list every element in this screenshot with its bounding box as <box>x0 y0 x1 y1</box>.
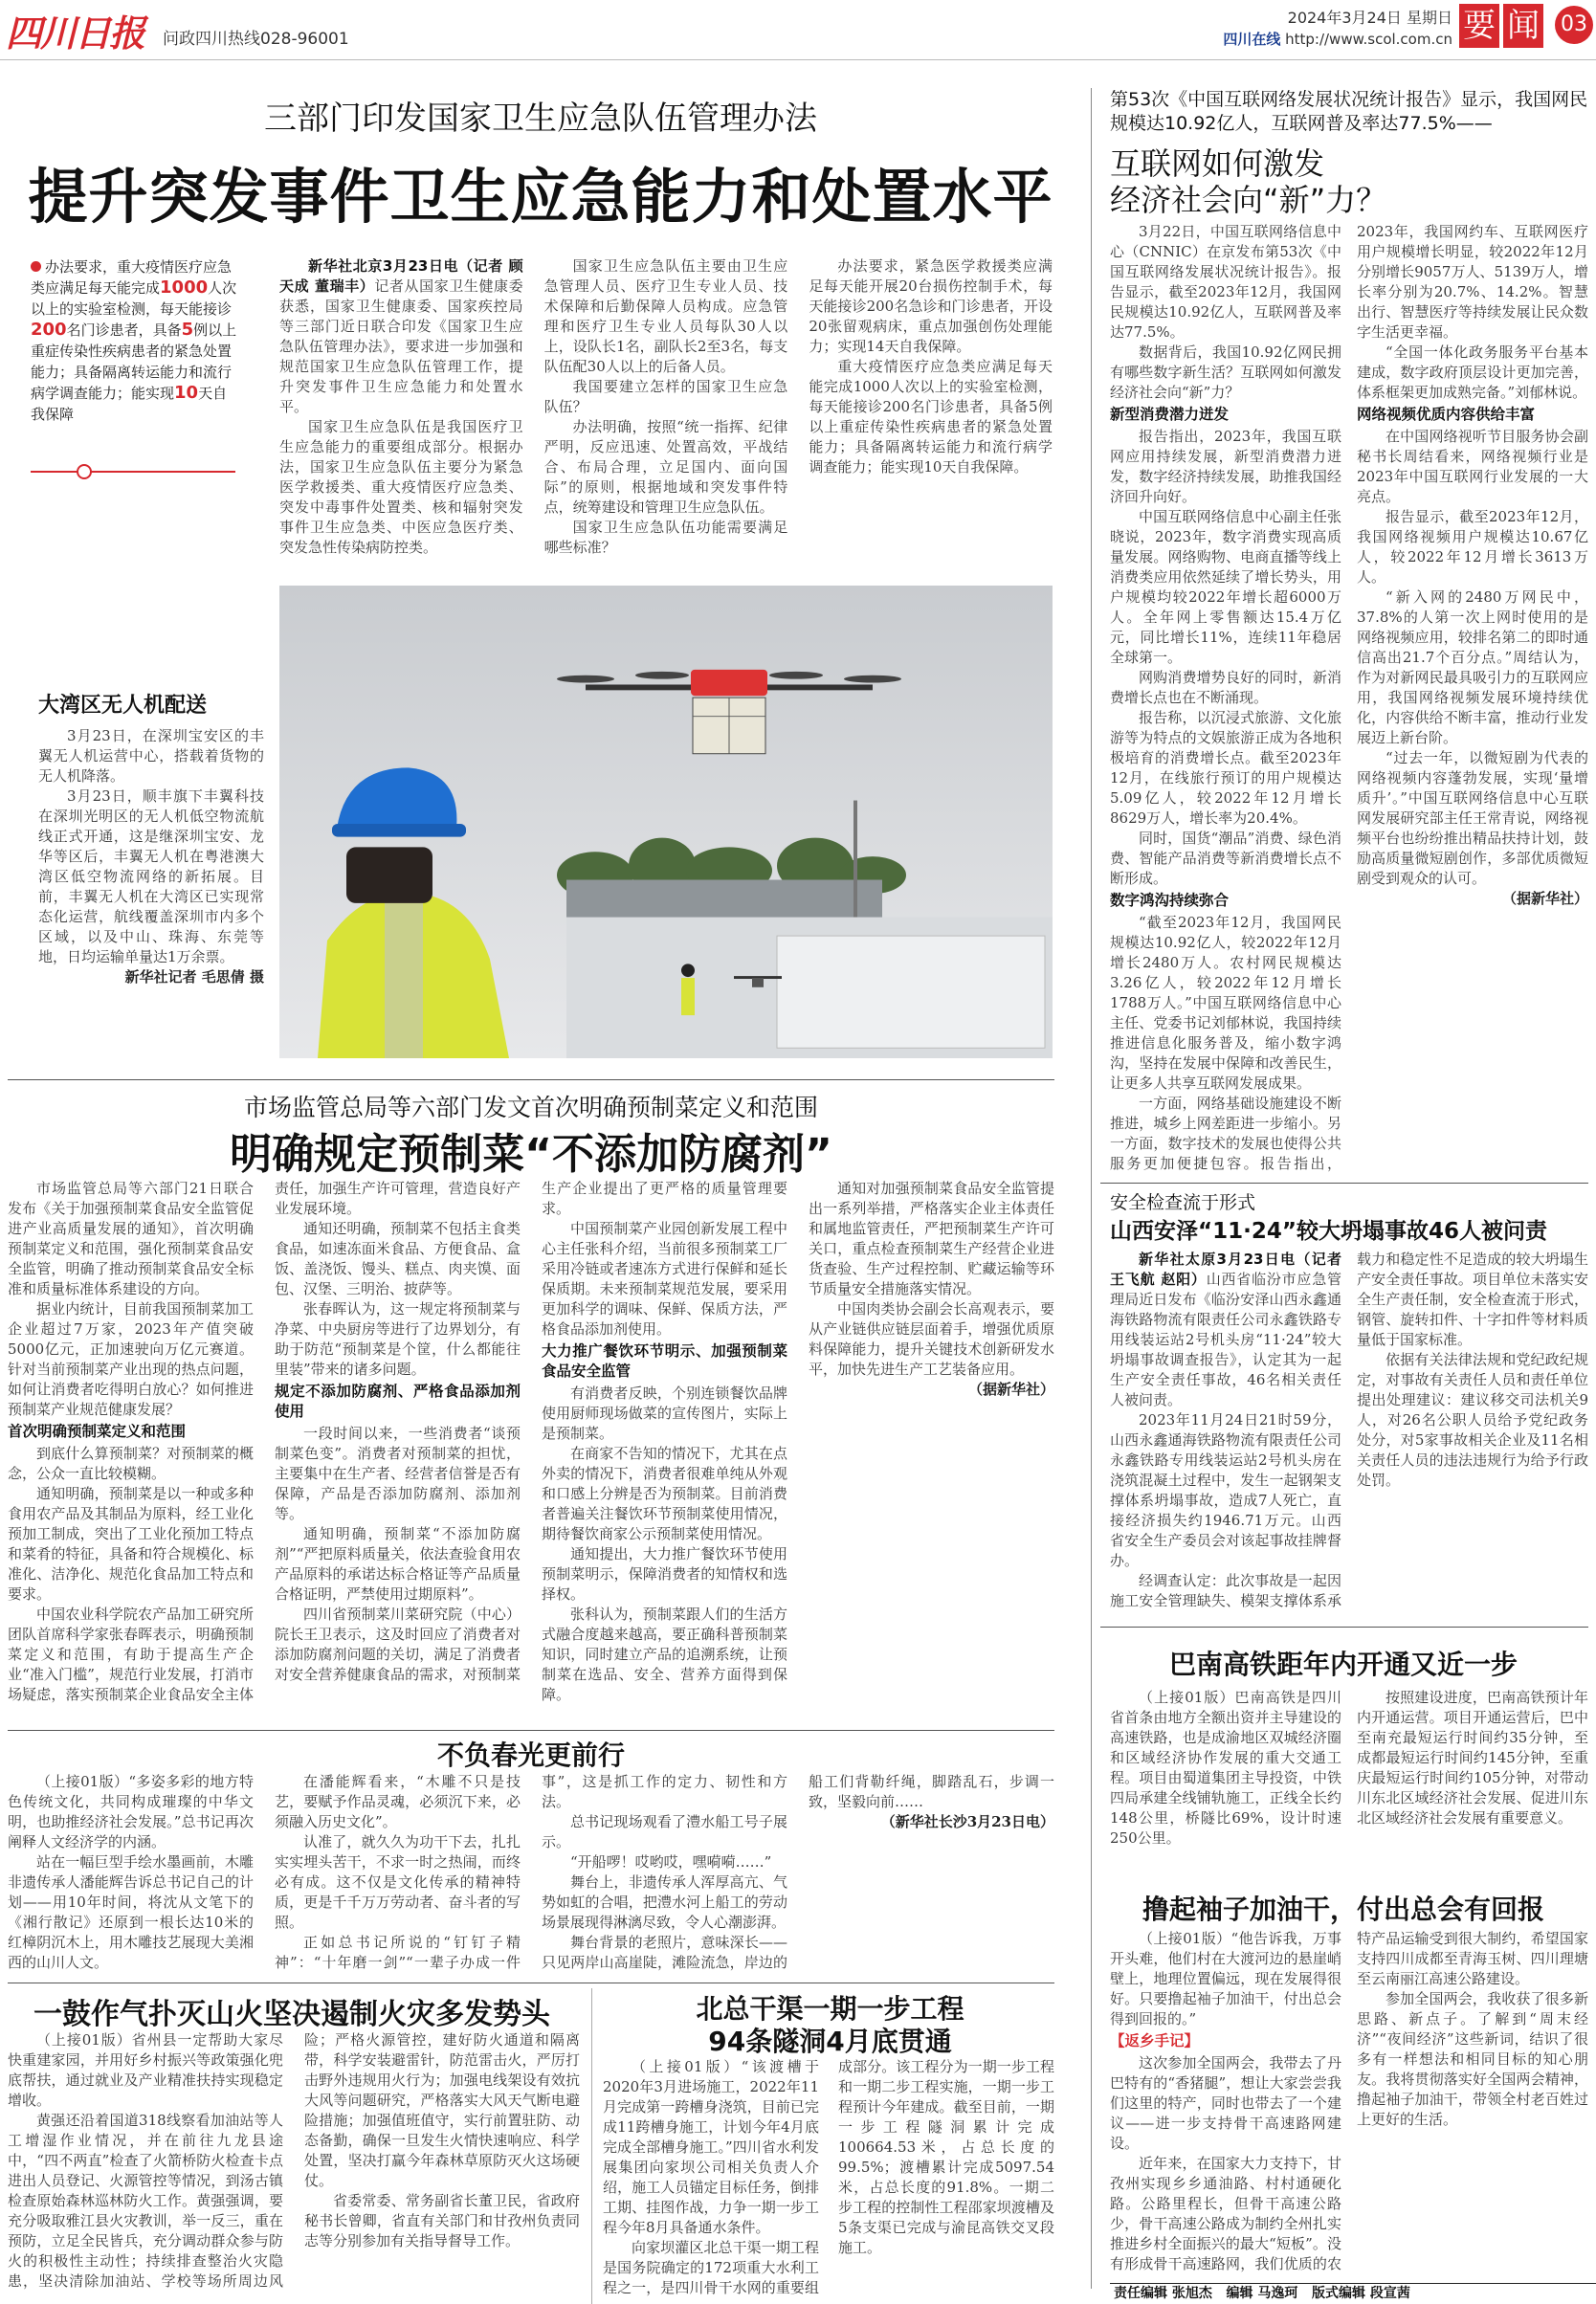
paragraph: 省委常委、常务副省长董卫民，省政府秘书长曾卿，省直有关部门和甘孜州负责同志等分别参加有关指导督导工作。 <box>304 2192 580 2249</box>
a3-headline: 不负春光更前行 <box>436 1739 625 1771</box>
a9-headline: 撸起袖子加油干，付出总会有回报 <box>1142 1894 1544 1925</box>
paragraph: 3月22日，中国互联网络信息中心（CNNIC）在京发布第53次《中国互联网络发展状况统计报告》。报告显示，截至2023年12月，我国网民规模达10.92亿人，互联网普及率达77.5%。 <box>1110 223 1341 341</box>
site-url[interactable]: http://www.scol.com.cn <box>1285 31 1452 48</box>
drone-delivery-photo <box>279 586 1053 1058</box>
column-divider <box>1091 88 1092 2289</box>
a6-intro: 第53次《中国互联网络发展状况统计报告》显示，我国网民规模达10.92亿人，互联网普及率达77.5%—— <box>1110 89 1588 134</box>
hotline: 问政四川热线028-96001 <box>163 30 349 49</box>
paragraph: 中国互联网络信息中心副主任张晓说，2023年，数字消费实现高质量发展。网络购物、电商直播等线上消费类应用依然延续了增长势头，用户规模均较2022年增长超6000万人。全年网上零售额达15.4万亿元，同比增长11%，连续11年稳居全球第一。 <box>1110 508 1341 666</box>
paragraph: 到底什么算预制菜？对预制菜的概念，公众一直比较模糊。 <box>8 1445 254 1482</box>
section-rule <box>8 1079 1054 1080</box>
summary-figure: 10 <box>174 383 199 403</box>
photo-caption-title: 大湾区无人机配送 <box>38 694 208 718</box>
worker-background <box>681 964 695 1015</box>
a8-headline: 巴南高铁距年内开通又近一步 <box>1168 1649 1518 1680</box>
paragraph: “全国一体化政务服务平台基本建成，数字政府顶层设计更加完善，体系框架更加成熟完备。”刘郁林说。 <box>1357 343 1588 401</box>
photo-caption <box>38 689 264 987</box>
paragraph: 山西省临汾市应急管理局近日发布《临汾安泽山西永鑫通海铁路物流有限责任公司永鑫铁路专用线装运站2号机头房“11·24”较大坍塌事故调查报告》，认定其为一起生产安全责任事故，46名相关责任人被问责。 <box>1110 1271 1341 1408</box>
paragraph: “开船啰！哎哟哎，嘿嗬嗬……” <box>570 1853 772 1871</box>
section-rule <box>1100 1183 1588 1184</box>
paragraph: 正如总书记所说的“钉钉子精神”：“十年磨一剑”“一辈子办成一件事”，这是抓工作的定力、韧性和方法。 <box>275 1773 787 1971</box>
paragraph: （上接01版）“他告诉我，万事开头难，他们村在大渡河边的悬崖峭壁上，地理位置偏远，现在发展得很好。只要撸起袖子加油干，付出总会得到回报的。” <box>1110 1930 1341 2027</box>
subheading: 数字鸿沟持续弥合 <box>1110 892 1230 909</box>
subheading: 规定不添加防腐剂、严格食品添加剂使用 <box>275 1383 521 1420</box>
a1-dateline: 新华社北京3月23日电（记者 顾天成 董瑞丰） <box>279 257 523 295</box>
a4-body <box>8 2030 580 2304</box>
paragraph: 通知明确，预制菜“不添加防腐剂”“严把原料质量关，依法查验食用农产品原料的承诺达标合格证等产品质量合格证明，严禁使用过期原料”。 <box>275 1525 521 1603</box>
summary-text: 例以上重症传染性疾病患者的紧急处置能力；具备隔离转运能力和流行病学调查能力；能实现 <box>31 321 237 402</box>
paragraph: 舞台上，非遗传承人浑厚高亢、气势如虹的合唱，把澧水河上船工的劳动场景展现得淋漓尽致，令人心潮澎湃。 <box>542 1873 787 1931</box>
paragraph: 舞台背景的老照片，意味深长——只见两岸山高崖陡，滩险流急，岸边的船工们背勒纤绳，脚踏乱石，步调一致，坚毅向前…… <box>542 1773 1054 1971</box>
summary-figure: 5 <box>181 320 194 340</box>
summary-figure: 1000 <box>160 277 209 298</box>
summary-rule-dot <box>77 464 92 479</box>
section-rule <box>1100 1627 1588 1628</box>
copy-editor: 编辑 马逸珂 <box>1226 2286 1298 2301</box>
subheading: 新型消费潜力迸发 <box>1110 406 1230 423</box>
paragraph: 通知明确，预制菜是以一种或多种食用农产品及其制品为原料，经工业化预加工制成，突出了工业化预加工特点和菜肴的特征，具备和符合规模化、标准化、洁净化、规范化食品加工特点和要求。 <box>8 1485 254 1603</box>
paragraph: 站在一幅巨型手绘水墨画前，木雕非遗传承人潘能辉告诉总书记自己的计划——用10年时间，将沈从文笔下的《湘行散记》还原到一根长达10米的红樟阴沉木上，用木雕技艺展现大美湘西的山川人文。 <box>8 1853 254 1971</box>
paragraph: 办法明确，按照“统一指挥、纪律严明，反应迅速、处置高效，平战结合、布局合理，立足国内、面向国际”的原则，根据地域和突发事件特点，统筹建设和管理卫生应急队伍。 <box>543 418 788 516</box>
paragraph: 2023年11月24日21时59分，山西永鑫通海铁路物流有限责任公司永鑫铁路专用线装运站2号机头房在浇筑混凝土过程中，发生一起钢架支撑体系坍塌事故，造成7人死亡，直接经济损失约1946.71万元。山西省安全生产委员会对该起事故挂牌督办。 <box>1110 1411 1341 1569</box>
summary-figure: 200 <box>31 320 67 340</box>
paragraph: 报告显示，截至2023年12月，我国网络视频用户规模达10.67亿人，较2022年12月增长3613万人。 <box>1357 508 1588 586</box>
paragraph: 通知对加强预制菜食品安全监管提出一系列举措，严格落实企业主体责任和属地监管责任，严把预制菜生产许可关口，重点检查预制菜生产经营企业进货查验、生产过程控制、贮藏运输等环节质量安全措施落实情况。 <box>809 1180 1054 1297</box>
paragraph: 这次参加全国两会，我带去了丹巴特有的“香猪腿”，想让大家尝尝我们这里的特产，同时也带去了一个建议——进一步支持骨干高速路网建设。 <box>1110 2054 1341 2152</box>
editor: 责任编辑 张旭杰 <box>1114 2286 1212 2301</box>
paragraph: 办法要求，紧急医学救援类应满足每天能开展20台损伤控制手术，每天能接诊200名急诊和门诊患者，开设20张留观病床，重点加强创伤处理能力；实现14天自我保障。 <box>809 257 1053 355</box>
paragraph: 国家卫生应急队伍功能需要满足哪些标准？ <box>543 519 788 556</box>
paragraph: “截至2023年12月，我国网民规模达10.92亿人，较2022年12月增长2480万人。农村网民规模达3.26亿人，较2022年12月增长1788万人。”中国互联网络信息中心主任、党委书记刘郁林说，我国持续推进信息化服务普及，缩小数字鸿沟，坚持在发展中保障和改善民生，让更多人共享互联网发展成果。 <box>1110 914 1341 1092</box>
paragraph: 同时，国货“潮品”消费、绿色消费、智能产品消费等新消费增长点不断形成。 <box>1110 830 1341 887</box>
a4-headline: 一鼓作气扑灭山火坚决遏制火灾多发势头 <box>33 1998 550 2031</box>
photo-credit: 新华社记者 毛思倩 摄 <box>124 968 264 986</box>
summary-text: 天自我保障 <box>31 385 228 423</box>
paragraph: 数据背后，我国10.92亿网民拥有哪些数字新生活？互联网如何激发经济社会向“新”力？ <box>1110 343 1341 401</box>
a5-headline-1: 北总干渠一期一步工程 <box>696 1993 964 2025</box>
section-char-1: 要 <box>1459 4 1499 48</box>
a7-kicker: 安全检查流于形式 <box>1110 1192 1256 1213</box>
paragraph: 经调查认定：此次事故是一起因施工安全管理缺失、模架支撑体系承载力和稳定性不足造成的较大坍塌生产安全责任事故。项目单位未落实安全生产责任制，安全检查流于形式，钢管、旋转扣件、十字扣件等材料质量低于国家标准。 <box>1110 1251 1588 1609</box>
paragraph: 中国农业科学院农产品加工研究所团队首席科学家张春晖表示，明确预制菜定义和范围，有助于提高生产企业“准入门槛”，规范行业发展，打消市场疑虑，落实预制菜企业食品安全主体责任，加强生产许可管理，营造良好产业发展环境。 <box>8 1180 521 1703</box>
paragraph: 记者从国家卫生健康委获悉，国家卫生健康委、国家疾控局等三部门近日联合印发《国家卫生应急队伍管理办法》，要求进一步加强和规范国家卫生应急队伍管理工作，提升突发事件卫生应急能力和处置水平。 <box>279 277 523 415</box>
paragraph: （上接01版）省州县一定帮助大家尽快重建家园，并用好乡村振兴等政策强化兜底帮扶，通过就业及产业精准扶持实现稳定增收。 <box>8 2031 283 2109</box>
issue-date: 2024年3月24日 星期日 <box>1287 9 1452 27</box>
bullet-dot-icon <box>31 261 41 272</box>
paragraph: “过去一年，以微短剧为代表的网络视频内容蓬勃发展，实现‘量增质升’。”中国互联网络信息中心互联网发展研究部主任王常青说，网络视频平台也纷纷推出精品扶持计划，鼓励高质量微短剧创作，多部优质微短剧受到观众的认可。 <box>1357 749 1588 887</box>
a6-headline-1: 互联网如何激发 <box>1110 145 1325 182</box>
a2-subtitle: 市场监管总局等六部门发文首次明确预制菜定义和范围 <box>243 1094 818 1121</box>
a5-body <box>603 2057 1054 2304</box>
header-divider <box>0 59 1596 60</box>
a7-headline: 山西安泽“11·24”较大坍塌事故46人被问责 <box>1110 1219 1547 1244</box>
paragraph: 在商家不告知的情况下，尤其在点外卖的情况下，消费者很难单纯从外观和口感上分辨是否为预制菜。目前消费者普遍关注餐饮环节预制菜使用情况，期待餐饮商家公示预制菜使用情况。 <box>542 1445 787 1542</box>
paragraph: 中国预制菜产业园创新发展工程中心主任张科介绍，当前很多预制菜工厂采用冷链或者速冻方式进行保鲜和延长保质期。未来预制菜规范发展，要采用更加科学的调味、保鲜、保质方法，严格食品添加剂使用。 <box>542 1220 787 1338</box>
a6-headline-2: 经济社会向“新”力？ <box>1110 182 1387 218</box>
summary-rule <box>31 471 235 473</box>
paragraph: （上接01版）巴南高铁是四川省首条由地方全额出资并主导建设的高速铁路，也是成渝地区双城经济圈和区域经济协作发展的重大交通工程。项目由蜀道集团主导投资，中铁四局承建全线铺轨施工，正线全长约148公里，桥隧比69%，设计时速250公里。 <box>1110 1689 1341 1847</box>
paragraph: （上接01版）“多姿多彩的地方特色传统文化，共同构成璀璨的中华文明，也助推经济社会发展。”总书记再次阐释人文经济学的内涵。 <box>8 1773 254 1850</box>
a1-subtitle: 三部门印发国家卫生应急队伍管理办法 <box>264 100 817 138</box>
layout-editor: 版式编辑 段宣茜 <box>1312 2286 1410 2301</box>
paragraph: 报告指出，2023年，我国互联网应用持续发展，新型消费潜力迸发，数字经济持续发展，助推我国经济回升向好。 <box>1110 428 1341 505</box>
paragraph: 我国要建立怎样的国家卫生应急队伍？ <box>543 378 788 415</box>
subheading: 大力推广餐饮环节明示、加强预制菜食品安全监管 <box>542 1342 787 1380</box>
summary-text: 人次以上的实验室检测，每天能接诊 <box>31 279 237 318</box>
a2-body <box>8 1179 1054 1724</box>
paragraph: 市场监管总局等六部门21日联合发布《关于加强预制菜食品安全监管促进产业高质量发展的通知》，首次明确预制菜定义和范围，强化预制菜食品安全监管，明确了推动预制菜食品安全标准和质量标准体系建设的方向。 <box>8 1180 254 1297</box>
a3-source: （新华社长沙3月23日电） <box>880 1813 1054 1830</box>
paragraph: 在潘能辉看来，“木雕不只是技艺，要赋予作品灵魂，必须沉下来，必须融入历史文化”。 <box>275 1773 521 1830</box>
a8-body <box>1110 1688 1588 1879</box>
paragraph: 向家坝灌区北总干渠一期工程是国务院确定的172项重大水利工程之一，是四川骨干水网的重要组成部分。该工程分为一期一步工程和一期二步工程实施，一期一步工程预计今年建成。截至目前，一期一步工程隧洞累计完成100664.53米，占总长度的99.5%；渡槽累计完成5097.54米，占总长度的91.8%。一期二步工程的控制性工程邵家坝渡槽及5条支渠已完成与渝昆高铁交叉段施工。 <box>603 2058 1054 2296</box>
paragraph: 通知提出，大力推广餐饮环节使用预制菜明示，保障消费者的知情权和选择权。 <box>542 1545 787 1603</box>
paragraph: 据业内统计，目前我国预制菜加工企业超过7万家，2023年产值突破5000亿元，正加速驶向万亿元赛道。针对当前预制菜产业出现的热点问题，如何让消费者吃得明白放心？如何推进预制菜产业规范健康发展？ <box>8 1300 254 1418</box>
section-char-2: 闻 <box>1503 4 1543 48</box>
page-number: 03 <box>1555 6 1593 44</box>
editor-credits <box>1114 2286 1410 2302</box>
tower <box>853 801 857 932</box>
paragraph: 中国肉类协会副会长高观表示，要从产业链供应链层面着手，增强优质原料保障能力，提升关键技术创新研发水平，加快先进生产工艺装备应用。 <box>809 1300 1054 1378</box>
paragraph: 一方面，网络基础设施建设不断推进，城乡上网差距进一步缩小。另一方面，数字技术的发展也使得公共服务更加便捷包容。报告指出，2023年，我国网约车、互联网医疗用户规模增长明显，较2022年12月分别增长9057万人、5139万人，增长率分别为20.7%、14.2%。智慧出行、智慧医疗等持续发展让民众数字生活更幸福。 <box>1110 223 1588 1172</box>
a3-body <box>8 1772 1054 1979</box>
paragraph: 在中国网络视听节目服务协会副秘书长周结看来，网络视频行业是2023年中国互联网行业发展的一大亮点。 <box>1357 428 1588 505</box>
subheading: 网络视频优质内容供给丰富 <box>1357 406 1536 423</box>
paragraph: 依据有关法律法规和党纪政纪规定，对事故有关责任人员和责任单位提出处理建议：建议移交司法机关9人，对26名公职人员给予党纪政务处分，对5家事故相关企业及11名相关责任人员的违法违规行为给予行政处罚。 <box>1357 1351 1588 1489</box>
paragraph: 张春晖认为，这一规定将预制菜与净菜、中央厨房等进行了边界划分，有助于防范“预制菜是个筐，什么都能往里装”带来的诸多问题。 <box>275 1300 521 1378</box>
a2-headline: 明确规定预制菜“不添加防腐剂” <box>230 1130 832 1179</box>
a5-headline-2: 94条隧洞4月底贯通 <box>708 2026 952 2057</box>
a7-dateline: 新华社太原3月23日电（记者 王飞航 赵阳） <box>1110 1251 1341 1288</box>
a6-body <box>1110 222 1588 1179</box>
paragraph: 近年来，在国家大力支持下，甘孜州实现乡乡通油路、村村通硬化路。公路里程长，但骨干高速公路少，骨干高速公路成为制约全州扎实推进乡村全面振兴的最大“短板”。没有形成骨干高速路网，我们优质的农特产品运输受到很大制约，希望国家支持四川成都至青海玉树、四川理塘至云南丽江高速公路建设。 <box>1110 1930 1588 2272</box>
paragraph: 报告称，以沉浸式旅游、文化旅游等为特点的文娱旅游正成为各地积极培育的消费增长点。截至2023年12月，在线旅行预订的用户规模达5.09亿人，较2022年12月增长8629万人，增长率为20.4%。 <box>1110 709 1341 827</box>
a1-headline: 提升突发事件卫生应急能力和处置水平 <box>28 162 1053 232</box>
paragraph: 按照建设进度，巴南高铁预计年内开通运营。项目开通运营后，巴中至南充最短运行时间约35分钟，至成都最短运行时间约145分钟，至重庆最短运行时间约105分钟，对带动川东北区域经济社会发展、促进川东北区域经济社会发展有重要意义。 <box>1357 1689 1588 1827</box>
subheading: 【返乡手记】 <box>1110 2032 1200 2049</box>
site-name: 四川在线 <box>1223 31 1281 48</box>
paragraph: 认准了，就久久为功干下去，扎扎实实埋头苦干，不求一时之热闹，而终必有成。这不仅是文化传承的精神特质，更是千千万万劳动者、奋斗者的写照。 <box>275 1833 521 1931</box>
subheading: 首次明确预制菜定义和范围 <box>8 1423 187 1440</box>
paragraph: 3月23日，在深圳宝安区的丰翼无人机运营中心，搭载着货物的无人机降落。 <box>38 727 264 785</box>
paragraph: （上接01版）“该渡槽于2020年3月进场施工，2022年11月完成第一跨槽身浇筑，目前已完成11跨槽身施工，计划今年4月底完成全部槽身施工。”四川省水利发展集团向家坝公司相关负责人介绍，施工人员锚定目标任务，倒排工期、挂图作战，力争一期一步工程今年8月具备通水条件。 <box>603 2058 819 2236</box>
summary-text: 名门诊患者，具备 <box>66 321 182 339</box>
paragraph: 3月23日，顺丰旗下丰翼科技在深圳光明区的无人机低空物流航线正式开通，这是继深圳宝安、龙华等区后，丰翼无人机在粤港澳大湾区低空物流网络的新拓展。目前，丰翼无人机在大湾区已实现常态化运营，航线覆盖深圳市内多个区域，以及中山、珠海、东莞等地，日均运输单量达1万余票。 <box>38 787 264 965</box>
paragraph: 张科认为，预制菜跟人们的生活方式融合度越来越高，要正确科普预制菜知识，同时建立产品的追溯系统，让预制菜在选品、安全、营养方面得到保障。 <box>542 1606 787 1703</box>
paragraph: 网购消费增势良好的同时，新消费增长点也在不断涌现。 <box>1110 669 1341 706</box>
newspaper-logo: 四川日报 <box>6 11 144 55</box>
section-rule <box>8 1730 1054 1731</box>
a2-source: （据新华社） <box>967 1381 1054 1398</box>
paragraph: 重大疫情医疗应急类应满足每天能完成1000人次以上的实验室检测，每天能接诊200名门诊患者，具备5例以上重症传染性疾病患者的紧急处置能力；具备隔离转运能力和流行病学调查能力；能实现10天自我保障。 <box>809 358 1053 476</box>
masthead <box>0 0 1596 59</box>
paragraph: 一段时间以来，一些消费者“谈预制菜色变”。消费者对预制菜的担忧，主要集中在生产者、经营者信誉是否有保障，产品是否添加防腐剂、添加剂等。 <box>275 1425 521 1522</box>
footer-rule <box>1110 2283 1596 2284</box>
article-divider <box>591 1988 592 2304</box>
paragraph: 总书记现场观看了澧水船工号子展示。 <box>542 1813 787 1850</box>
summary-text: 办法要求，重大疫情医疗应急类应满足每天能完成 <box>31 258 233 297</box>
paragraph: “新入网的2480万网民中，37.8%的人第一次上网时使用的是网络视频应用，较排名第二的即时通信高出21.7个百分点。”周结认为，作为对新网民最具吸引力的互联网应用，我国网络视频发展环境持续优化，内容供给不断丰富，推动行业发展迈上新台阶。 <box>1357 588 1588 746</box>
paragraph: 参加全国两会，我收获了很多新思路、新点子。了解到“周末经济”“夜间经济”这些新词，结识了很多有一样想法和相同目标的知心朋友。我将贯彻落实好全国两会精神，撸起袖子加油干，带领全村老百姓过上更好的生活。 <box>1357 1990 1588 2128</box>
a7-body <box>1110 1250 1588 1617</box>
a9-body <box>1110 1929 1588 2279</box>
paragraph: 四川省预制菜川菜研究院（中心）院长王卫表示，这及时回应了消费者对添加防腐剂问题的关切，满足了消费者对安全营养健康食品的需求，对预制菜生产企业提出了更严格的质量管理要求。 <box>275 1180 787 1683</box>
paragraph: 黄强还沿着国道318线察看加油站等人工增湿作业情况，并在前往九龙县途中，“四不两直”检查了火箭桥防火检查卡点进出人员登记、火源管控等情况，到汤古镇检查原始森林巡林防火工作。黄强强调，要充分吸取雅江县火灾教训，举一反三，重在预防，立足全民皆兵，充分调动群众参与防火的积极性主动性；持续排查整治火灾隐患，坚决清除加油站、学校等场所周边风险；严格火源管控，建好防火通道和隔离带，科学安装避雷针，防范雷击火，严厉打击野外违规用火行为；加强电线架设有效抗大风等问题研究，严格落实大风天气断电避险措施；加强值班值守，实行前置驻防、动态备勤，确保一旦发生火情快速响应、科学处置，坚决打赢今年森林草原防灭火这场硬仗。 <box>8 2031 580 2290</box>
site-line <box>1223 29 1452 49</box>
a6-source: （据新华社） <box>1501 890 1588 907</box>
a1-body <box>279 256 1053 568</box>
paragraph: 国家卫生应急队伍是我国医疗卫生应急能力的重要组成部分。根据办法，国家卫生应急队伍主要分为紧急医学救援类、重大疫情医疗应急类、突发中毒事件处置类、核和辐射突发事件卫生应急类、中医应急医疗类、突发急性传染病防控类。 <box>279 418 523 556</box>
paragraph: 国家卫生应急队伍主要由卫生应急管理人员、医疗卫生专业人员、技术保障和后勤保障人员构成。应急管理和医疗卫生专业人员每队30人以上，设队长1名，副队长2至3名，每支队伍配30人以上的后备人员。 <box>543 257 788 375</box>
a1-summary <box>31 256 241 425</box>
paragraph: 有消费者反映，个别连锁餐饮品牌使用厨师现场做菜的宣传图片，实际上是预制菜。 <box>542 1385 787 1442</box>
paragraph: 通知还明确，预制菜不包括主食类食品，如速冻面米食品、方便食品、盒饭、盖浇饭、馒头、糕点、肉夹馍、面包、汉堡、三明治、披萨等。 <box>275 1220 521 1297</box>
